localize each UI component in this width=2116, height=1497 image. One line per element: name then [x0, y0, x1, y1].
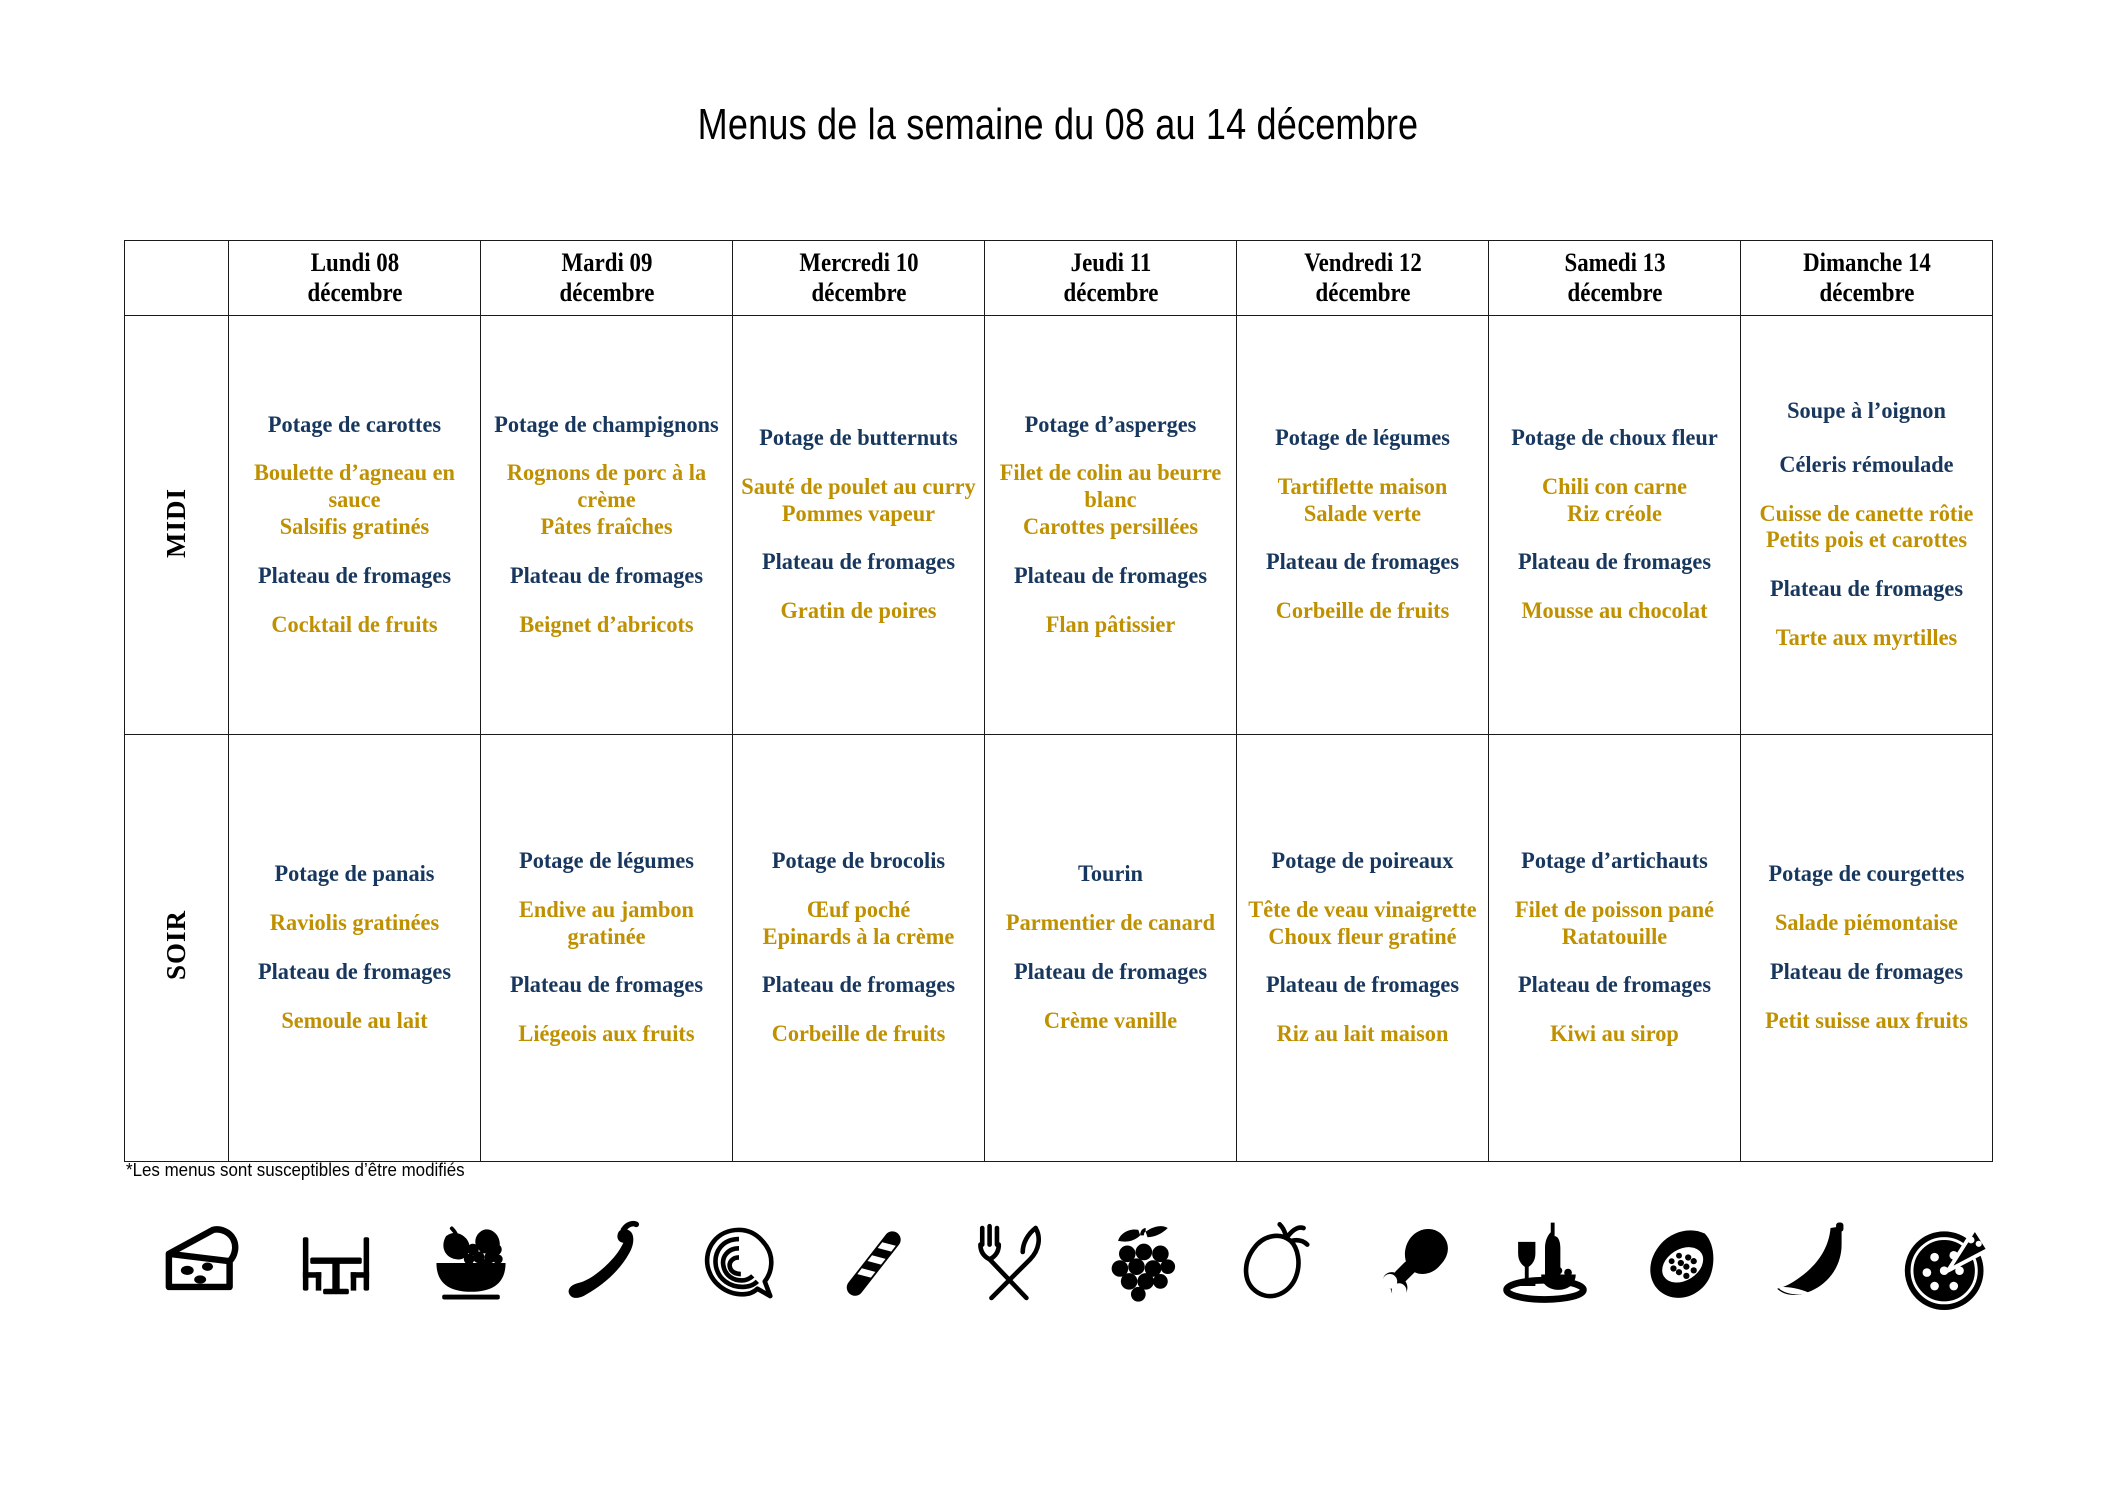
day-header-lundi: [244, 241, 466, 316]
food-icon-strip: [150, 1198, 2000, 1328]
meal-cell-midi-mercredi: [733, 316, 985, 735]
course-soup: Potage d’artichauts: [1521, 848, 1708, 875]
course-cheese: Plateau de fromages: [1517, 972, 1712, 999]
course-soup: Potage de légumes: [1275, 425, 1450, 452]
chili-pepper-icon: [553, 1211, 657, 1315]
course-dessert: Semoule au lait: [281, 1007, 428, 1034]
weekly-menu-table: [124, 240, 1993, 1162]
meal-cell-midi-samedi: [1489, 316, 1741, 735]
course-dessert: Flan pâtissier: [1045, 611, 1176, 638]
day-header-month: décembre: [811, 278, 906, 307]
day-header-month: décembre: [559, 278, 654, 307]
pizza-icon: [1896, 1211, 2000, 1315]
day-header-mardi: [496, 241, 718, 316]
period-label-midi-cell: [125, 316, 229, 735]
table-row-midi: [125, 316, 1993, 735]
course-dessert: Mousse au chocolat: [1521, 598, 1708, 625]
course-cheese: Plateau de fromages: [1769, 959, 1964, 985]
meal-cell-soir-mardi: [481, 735, 733, 1162]
course-dessert: Corbeille de fruits: [1275, 598, 1450, 625]
course-soup: Potage de courgettes: [1768, 861, 1965, 888]
day-header-month: décembre: [307, 278, 402, 307]
course-dessert: Corbeille de fruits: [771, 1021, 946, 1048]
course-cheese: Plateau de fromages: [257, 959, 452, 985]
table-and-chairs-icon: [284, 1211, 388, 1315]
course-main: Œuf poché Epinards à la crème: [762, 896, 955, 950]
meal-cell-soir-vendredi: [1237, 735, 1489, 1162]
course-soup: Potage de butternuts: [759, 425, 958, 452]
day-header-name: Dimanche 14: [1802, 247, 1931, 277]
day-header-month: décembre: [1063, 278, 1158, 307]
course-cheese: Plateau de fromages: [509, 972, 704, 999]
course-dessert: Riz au lait maison: [1276, 1021, 1449, 1048]
banana-icon: [1762, 1211, 1866, 1315]
course-main: Sauté de poulet au curry Pommes vapeur: [741, 473, 976, 527]
course-soup: Potage de champignons: [494, 411, 719, 438]
course-cheese: Plateau de fromages: [1265, 972, 1460, 999]
baguette-icon: [821, 1211, 925, 1315]
day-header-name: Jeudi 11: [1070, 247, 1151, 277]
meal-cell-soir-lundi: [229, 735, 481, 1162]
course-main: Filet de poisson pané Ratatouille: [1514, 896, 1715, 950]
course-cheese: Plateau de fromages: [257, 562, 452, 589]
course-main: Salade piémontaise: [1775, 910, 1958, 937]
day-header-name: Samedi 13: [1563, 247, 1666, 277]
course-dessert: Gratin de poires: [780, 598, 937, 625]
course-main: Boulette d’agneau en sauce Salsifis gratinés: [254, 460, 455, 540]
course-dessert: Tarte aux myrtilles: [1775, 624, 1958, 651]
course-soup: Potage de brocolis: [771, 848, 946, 875]
table-row-soir: [125, 735, 1993, 1162]
day-header-name: Vendredi 12: [1303, 247, 1422, 277]
course-soup: Soupe à l’oignon Céleris rémoulade: [1779, 398, 1954, 478]
period-label-soir: SOIR: [161, 910, 191, 981]
course-dessert: Beignet d’abricots: [519, 611, 694, 638]
day-header-name: Lundi 08: [310, 247, 399, 277]
course-cheese: Plateau de fromages: [761, 972, 956, 999]
menu-disclaimer: *Les menus sont susceptibles d’être modifiés: [126, 1160, 465, 1180]
course-cheese: Plateau de fromages: [1769, 576, 1964, 603]
fruit-bowl-icon: [419, 1211, 523, 1315]
course-main: Tartiflette maison Salade verte: [1277, 473, 1448, 527]
course-cheese: Plateau de fromages: [1013, 959, 1208, 985]
papaya-icon: [1627, 1211, 1731, 1315]
meal-cell-soir-mercredi: [733, 735, 985, 1162]
meal-cell-midi-mardi: [481, 316, 733, 735]
course-main: Tête de veau vinaigrette Choux fleur gratiné: [1248, 896, 1477, 950]
wine-and-tapas-icon: [1493, 1211, 1597, 1315]
course-dessert: Cocktail de fruits: [271, 611, 438, 638]
course-main: Raviolis gratinées: [269, 910, 440, 937]
cheese-wedge-icon: [150, 1211, 254, 1315]
course-dessert: Petit suisse aux fruits: [1765, 1007, 1968, 1034]
course-cheese: Plateau de fromages: [1517, 549, 1712, 576]
course-soup: Potage de poireaux: [1271, 848, 1454, 875]
course-dessert: Kiwi au sirop: [1550, 1021, 1679, 1048]
course-cheese: Plateau de fromages: [761, 549, 956, 576]
course-dessert: Crème vanille: [1043, 1007, 1178, 1034]
day-header-month: décembre: [1315, 278, 1410, 307]
course-soup: Potage d’asperges: [1024, 411, 1197, 438]
day-header-month: décembre: [1819, 278, 1914, 307]
day-header-name: Mercredi 10: [798, 247, 919, 277]
course-main: Chili con carne Riz créole: [1541, 473, 1688, 527]
grapes-icon: [1090, 1211, 1194, 1315]
fork-and-knife-icon: [956, 1211, 1060, 1315]
table-corner-cell: [125, 241, 229, 316]
day-header-name: Mardi 09: [561, 247, 652, 277]
meal-cell-midi-vendredi: [1237, 316, 1489, 735]
meal-cell-soir-samedi: [1489, 735, 1741, 1162]
course-soup: Potage de choux fleur: [1511, 425, 1718, 452]
course-soup: Tourin: [1078, 861, 1143, 888]
course-cheese: Plateau de fromages: [1013, 562, 1208, 589]
day-header-samedi: [1504, 241, 1726, 316]
period-label-midi: MIDI: [161, 487, 191, 558]
eggplant-icon: [1224, 1211, 1328, 1315]
day-header-mercredi: [748, 241, 970, 316]
day-header-dimanche: [1756, 241, 1978, 316]
course-main: Endive au jambon gratinée: [519, 896, 694, 950]
course-cheese: Plateau de fromages: [509, 562, 704, 589]
course-cheese: Plateau de fromages: [1265, 549, 1460, 576]
course-main: Filet de colin au beurre blanc Carottes persillées: [999, 460, 1222, 540]
meal-cell-midi-lundi: [229, 316, 481, 735]
period-label-soir-cell: [125, 735, 229, 1162]
course-soup: Potage de panais: [274, 861, 435, 888]
day-header-month: décembre: [1567, 278, 1662, 307]
day-header-vendredi: [1252, 241, 1474, 316]
day-header-jeudi: [1000, 241, 1222, 316]
table-header-row: [125, 241, 1993, 316]
meal-cell-soir-jeudi: [985, 735, 1237, 1162]
onion-slice-icon: [687, 1211, 791, 1315]
course-main: Parmentier de canard: [1005, 910, 1216, 937]
course-main: Rognons de porc à la crème Pâtes fraîches: [506, 460, 707, 540]
course-soup: Potage de légumes: [519, 848, 694, 875]
meal-cell-midi-dimanche: [1741, 316, 1993, 735]
course-main: Cuisse de canette rôtie Petits pois et carottes: [1759, 500, 1974, 554]
course-soup: Potage de carottes: [267, 411, 442, 438]
chicken-drumstick-icon: [1359, 1211, 1463, 1315]
meal-cell-midi-jeudi: [985, 316, 1237, 735]
meal-cell-soir-dimanche: [1741, 735, 1993, 1162]
course-dessert: Liégeois aux fruits: [518, 1021, 695, 1048]
page-title: Menus de la semaine du 08 au 14 décembre: [697, 100, 1419, 149]
